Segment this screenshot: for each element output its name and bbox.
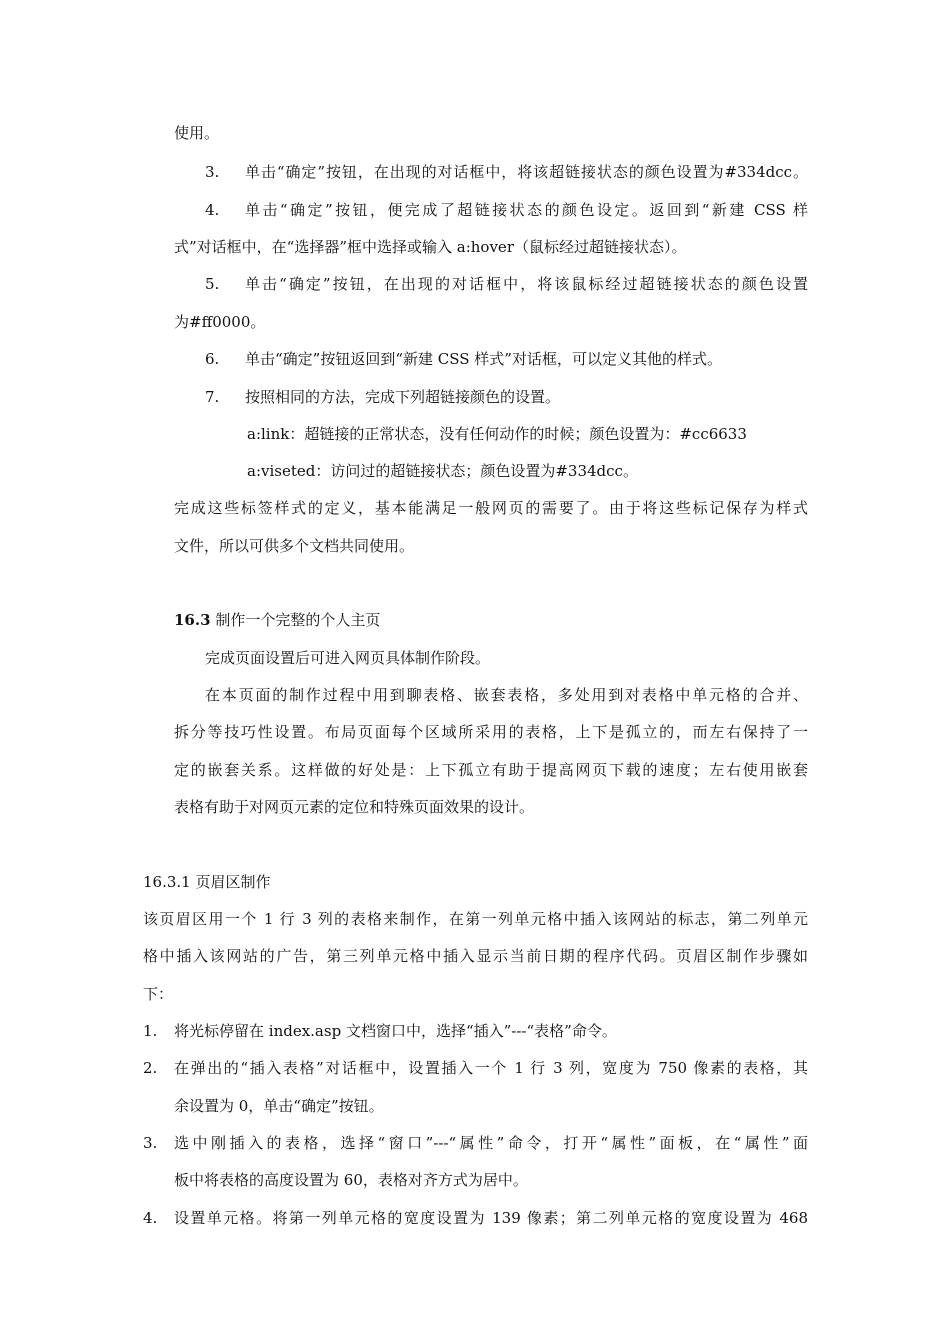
paragraph-line: 单击“确定”按钮，在出现的对话框中，将该超链接状态的颜色设置为#334dcc。 (245, 163, 808, 181)
section-heading (174, 610, 380, 630)
list-number: 6. (205, 350, 220, 368)
list-number: 3. (205, 163, 220, 181)
paragraph-line: 为#ff0000。 (174, 313, 266, 331)
paragraph-line: 在弹出的“插入表格”对话框中，设置插入一个 1 行 3 列，宽度为 750 像素的表格，其 (174, 1059, 808, 1077)
paragraph-line: 余设置为 0，单击“确定”按钮。 (174, 1097, 384, 1115)
paragraph-line: 设置单元格。将第一列单元格的宽度设置为 139 像素；第二列单元格的宽度设置为 468 (174, 1209, 808, 1227)
list-number: 3. (143, 1134, 158, 1152)
paragraph-line: 将光标停留在 index.asp 文档窗口中，选择“插入”---“表格”命令。 (174, 1022, 617, 1040)
subsection-heading: 16.3.1 页眉区制作 (143, 873, 271, 891)
paragraph-line: 完成这些标签样式的定义，基本能满足一般网页的需要了。由于将这些标记保存为样式 (174, 499, 808, 517)
list-number: 7. (205, 388, 220, 406)
section-title: 制作一个完整的个人主页 (215, 611, 381, 629)
section-number: 16.3 (174, 611, 211, 629)
list-number: 1. (143, 1022, 158, 1040)
list-number: 5. (205, 275, 220, 293)
paragraph-line: 该页眉区用一个 1 行 3 列的表格来制作，在第一列单元格中插入该网站的标志，第二列单元 (143, 910, 808, 928)
paragraph-line: 下： (143, 985, 174, 1003)
paragraph-line: 式”对话框中，在“选择器”框中选择或输入 a:hover（鼠标经过超链接状态）。 (174, 238, 687, 256)
list-number: 2. (143, 1059, 158, 1077)
paragraph-line: 拆分等技巧性设置。布局页面每个区域所采用的表格，上下是孤立的，而左右保持了一 (174, 723, 808, 741)
paragraph-line: 单击“确定”按钮，便完成了超链接状态的颜色设定。返回到“新建 CSS 样 (245, 201, 808, 219)
paragraph-line: 单击“确定”按钮返回到“新建 CSS 样式”对话框，可以定义其他的样式。 (245, 350, 722, 368)
paragraph-line: a:link：超链接的正常状态，没有任何动作的时候；颜色设置为：#cc6633 (247, 425, 747, 443)
list-number: 4. (143, 1209, 158, 1227)
paragraph-line: 板中将表格的高度设置为 60，表格对齐方式为居中。 (174, 1171, 528, 1189)
paragraph-line: 按照相同的方法，完成下列超链接颜色的设置。 (245, 388, 561, 406)
paragraph-line: 格中插入该网站的广告，第三列单元格中插入显示当前日期的程序代码。页眉区制作步骤如 (143, 947, 808, 965)
paragraph-line: 单击“确定”按钮，在出现的对话框中，将该鼠标经过超链接状态的颜色设置 (245, 275, 808, 293)
paragraph-line: 文件，所以可供多个文档共同使用。 (174, 537, 415, 555)
paragraph-line: a:viseted：访问过的超链接状态；颜色设置为#334dcc。 (247, 462, 638, 480)
paragraph-line: 选中刚插入的表格，选择“窗口”---“属性”命令，打开“属性”面板，在“属性”面 (174, 1134, 808, 1152)
paragraph-line: 表格有助于对网页元素的定位和特殊页面效果的设计。 (174, 798, 535, 816)
list-number: 4. (205, 201, 220, 219)
paragraph-line: 完成页面设置后可进入网页具体制作阶段。 (205, 649, 491, 667)
paragraph-line: 定的嵌套关系。这样做的好处是：上下孤立有助于提高网页下载的速度；左右使用嵌套 (174, 761, 808, 779)
paragraph-line: 使用。 (174, 124, 220, 142)
paragraph-line: 在本页面的制作过程中用到聊表格、嵌套表格，多处用到对表格中单元格的合并、 (205, 686, 808, 704)
